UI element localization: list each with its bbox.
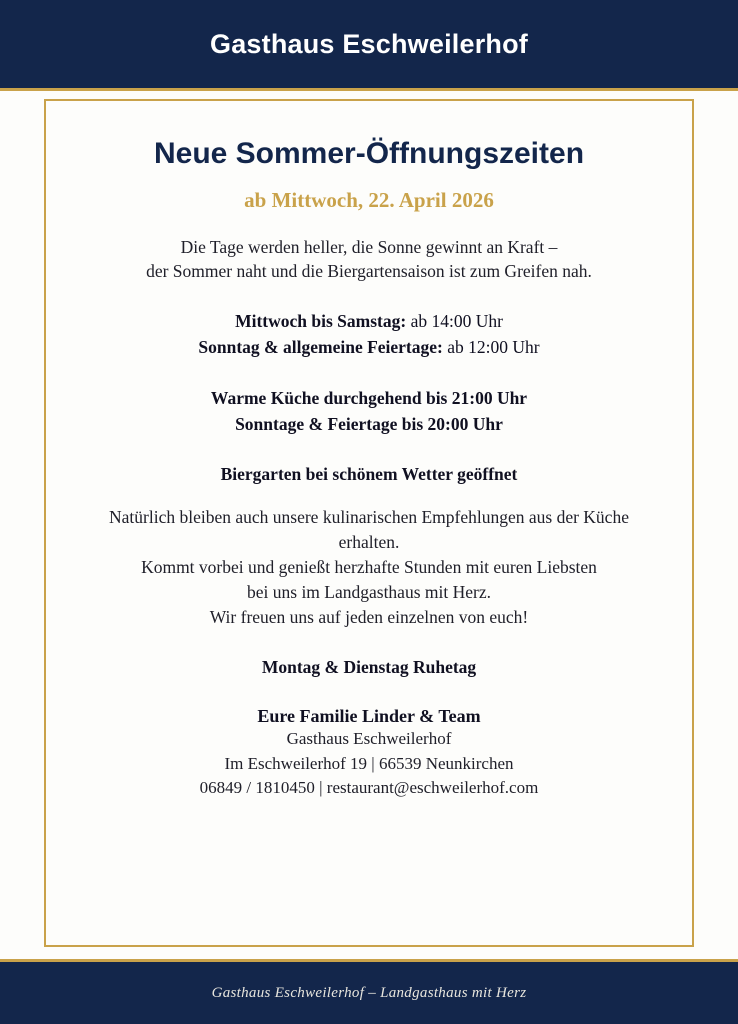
- intro-paragraph: [76, 235, 662, 285]
- poster-footer: [0, 959, 738, 1024]
- kitchen-hours-line: Warme Küche durchgehend bis 21:00 Uhr: [210, 387, 528, 408]
- body-paragraph: [76, 505, 662, 629]
- page-title: Neue Sommer-Öffnungszeiten: [153, 137, 585, 170]
- intro-line-2: der Sommer naht und die Biergartensaison ist zum Greifen nah.: [146, 261, 592, 282]
- rest-day-note: Montag & Dienstag Ruhetag: [261, 656, 477, 677]
- beergarden-block: [76, 461, 662, 487]
- signature-name: Eure Familie Linder & Team: [257, 705, 481, 726]
- rest-day-block: [76, 654, 662, 680]
- hours-row: [76, 308, 662, 334]
- page-subtitle: ab Mittwoch, 22. April 2026: [244, 187, 494, 212]
- body-line-4: bei uns im Landgasthaus mit Herz.: [247, 581, 491, 602]
- hours-label: Sonntag & allgemeine Feiertage:: [198, 337, 443, 358]
- body-line-5: Wir freuen uns auf jeden einzelnen von euch!: [209, 606, 529, 627]
- kitchen-hours-block: [76, 385, 662, 438]
- poster-header: [0, 0, 738, 91]
- body-line-3: Kommt vorbei und genießt herzhafte Stunden mit euren Liebsten: [141, 557, 597, 578]
- kitchen-hours-line: Sonntage & Feiertage bis 20:00 Uhr: [235, 413, 503, 434]
- content-frame: [44, 99, 694, 947]
- restaurant-name-header: Gasthaus Eschweilerhof: [210, 28, 528, 59]
- body-line-1: Natürlich bleiben auch unsere kulinarischen Empfehlungen aus der Küche: [109, 507, 629, 528]
- hours-label: Mittwoch bis Samstag:: [235, 311, 407, 332]
- beergarden-note: Biergarten bei schönem Wetter geöffnet: [220, 464, 518, 485]
- hours-value: ab 12:00 Uhr: [447, 337, 540, 358]
- body-line-2: erhalten.: [338, 532, 400, 553]
- signature-address: Im Eschweilerhof 19 | 66539 Neunkirchen: [224, 753, 514, 773]
- signature-business: Gasthaus Eschweilerhof: [286, 728, 452, 748]
- footer-tagline: Gasthaus Eschweilerhof – Landgasthaus mit Herz: [211, 984, 527, 1001]
- signature-block: [76, 706, 662, 801]
- hours-row: [76, 334, 662, 360]
- signature-contact: 06849 / 1810450 | restaurant@eschweilerhof.com: [199, 778, 539, 798]
- poster-body: [0, 91, 738, 959]
- opening-hours-block: [76, 308, 662, 361]
- hours-value: ab 14:00 Uhr: [410, 311, 503, 332]
- intro-line-1: Die Tage werden heller, die Sonne gewinnt an Kraft –: [180, 236, 558, 257]
